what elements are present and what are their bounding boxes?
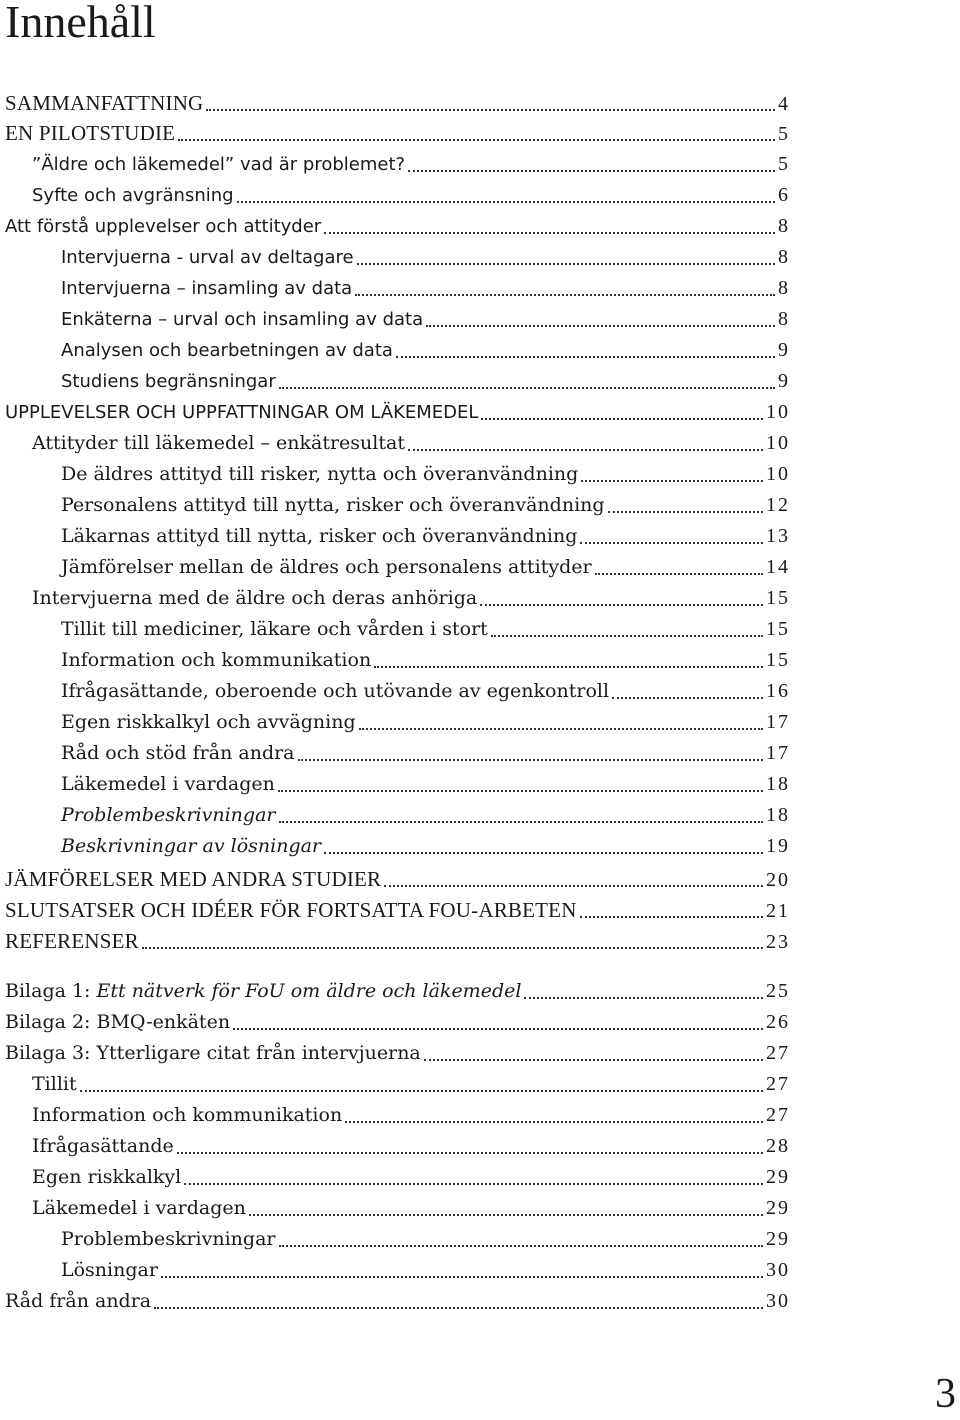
toc-entry-title-prefix: Bilaga 1: <box>5 980 97 1002</box>
toc-dot-leader <box>491 635 763 637</box>
toc-entry[interactable] <box>61 459 790 489</box>
toc-entry-page: 27 <box>766 1104 790 1126</box>
toc-entry-page: 8 <box>778 277 790 299</box>
toc-entry-page: 23 <box>766 931 790 953</box>
toc-entry[interactable] <box>61 273 790 303</box>
toc-entry[interactable] <box>61 552 790 582</box>
toc-entry[interactable] <box>5 926 790 956</box>
toc-entry-page: 17 <box>766 742 790 764</box>
toc-dot-leader <box>279 387 775 389</box>
toc-entry-page: 8 <box>778 215 790 237</box>
toc-entry-title <box>5 976 521 1006</box>
toc-entry-page: 30 <box>766 1290 790 1312</box>
toc-entry-page: 15 <box>766 587 790 609</box>
toc-entry[interactable] <box>32 149 790 179</box>
toc-dot-leader <box>408 449 763 451</box>
toc-entry-title: REFERENSER <box>5 929 139 953</box>
toc-entry-title: Enkäterna – urval och insamling av data <box>61 309 424 330</box>
toc-entry-title: SLUTSATSER OCH IDÉER FÖR FORTSATTA FOU-ARBETEN <box>5 898 577 922</box>
toc-entry[interactable] <box>61 769 790 799</box>
toc-entry-title: ”Äldre och läkemedel” vad är problemet? <box>32 154 406 175</box>
toc-entry-title: SAMMANFATTNING <box>5 91 204 115</box>
toc-dot-leader <box>279 821 764 823</box>
toc-entry-page: 13 <box>766 525 790 547</box>
toc-dot-leader <box>612 697 763 699</box>
toc-entry[interactable] <box>5 1286 790 1316</box>
toc-entry[interactable] <box>61 1255 790 1285</box>
page-number: 3 <box>935 1371 956 1417</box>
toc-entry-page: 17 <box>766 711 790 733</box>
toc-dot-leader <box>384 885 763 887</box>
toc-entry-title: Egen riskkalkyl <box>32 1166 182 1188</box>
toc-entry-title-italic: Ett nätverk för FoU om äldre och läkemedel <box>96 980 522 1002</box>
toc-dot-leader <box>278 790 763 792</box>
toc-dot-leader <box>206 109 775 111</box>
toc-entry[interactable] <box>5 895 790 925</box>
toc-dot-leader <box>298 759 763 761</box>
toc-entry[interactable] <box>32 180 790 210</box>
toc-entry[interactable] <box>32 1100 790 1130</box>
toc-entry-title: Att förstå upplevelser och attityder <box>5 216 322 237</box>
toc-dot-leader <box>424 1059 763 1061</box>
toc-entry[interactable] <box>61 800 790 830</box>
toc-entry-title: Tillit <box>32 1073 77 1095</box>
toc-entry-page: 10 <box>766 401 790 423</box>
toc-entry-page: 14 <box>766 556 790 578</box>
toc-dot-leader <box>345 1121 763 1123</box>
toc-entry-page: 27 <box>766 1042 790 1064</box>
toc-dot-leader <box>237 201 775 203</box>
toc-entry-page: 15 <box>766 618 790 640</box>
toc-entry-title: Bilaga 2: BMQ-enkäten <box>5 1011 231 1033</box>
toc-entry-title: Intervjuerna med de äldre och deras anhöriga <box>32 587 478 609</box>
toc-entry-title: Beskrivningar av lösningar <box>61 835 322 857</box>
toc-dot-leader <box>178 139 775 141</box>
toc-entry[interactable] <box>61 366 790 396</box>
toc-entry[interactable] <box>61 831 790 861</box>
toc-entry-page: 30 <box>766 1259 790 1281</box>
toc-dot-leader <box>608 511 763 513</box>
toc-dot-leader <box>426 325 775 327</box>
toc-entry-page: 15 <box>766 649 790 671</box>
toc-dot-leader <box>249 1214 763 1216</box>
toc-entry[interactable] <box>5 1007 790 1037</box>
toc-entry-page: 20 <box>766 869 790 891</box>
toc-entry-title: Intervjuerna – insamling av data <box>61 278 353 299</box>
toc-dot-leader <box>581 480 763 482</box>
toc-entry-page: 27 <box>766 1073 790 1095</box>
toc-entry-page: 16 <box>766 680 790 702</box>
toc-entry-title: EN PILOTSTUDIE <box>5 121 176 145</box>
toc-entry-page: 12 <box>766 494 790 516</box>
toc-entry-page: 5 <box>778 153 790 175</box>
toc-entry-title: Problembeskrivningar <box>61 1228 276 1250</box>
toc-entry-title: Råd och stöd från andra <box>61 742 295 764</box>
toc-entry-page: 8 <box>778 308 790 330</box>
toc-entry-title: Ifrågasättande <box>32 1135 174 1157</box>
toc-entry-page: 8 <box>778 246 790 268</box>
toc-entry-page: 19 <box>766 835 790 857</box>
toc-dot-leader <box>279 1245 764 1247</box>
toc-dot-leader <box>580 542 763 544</box>
toc-dot-leader <box>595 573 763 575</box>
toc-dot-leader <box>580 916 763 918</box>
toc-entry-page: 29 <box>766 1228 790 1250</box>
toc-entry-page: 29 <box>766 1197 790 1219</box>
toc-dot-leader <box>233 1028 763 1030</box>
toc-entry[interactable] <box>61 1224 790 1254</box>
toc-dot-leader <box>408 170 775 172</box>
toc-entry-page: 10 <box>766 463 790 485</box>
toc-entry[interactable] <box>32 1193 790 1223</box>
toc-entry-title: Problembeskrivningar <box>61 804 276 826</box>
toc-entry[interactable] <box>32 428 790 458</box>
toc-entry[interactable] <box>61 707 790 737</box>
toc-dot-leader <box>324 232 775 234</box>
toc-entry-title: Lösningar <box>61 1259 158 1281</box>
toc-entry-title: Tillit till mediciner, läkare och vården i stort <box>61 618 488 640</box>
toc-entry-title: Bilaga 3: Ytterligare citat från intervjuerna <box>5 1042 421 1064</box>
toc-entry-page: 10 <box>766 432 790 454</box>
toc-entry-page: 4 <box>778 93 790 115</box>
toc-entry-page: 28 <box>766 1135 790 1157</box>
toc-entry[interactable] <box>61 645 790 675</box>
toc-entry-page: 18 <box>766 804 790 826</box>
toc-entry-title: JÄMFÖRELSER MED ANDRA STUDIER <box>5 867 382 891</box>
toc-dot-leader <box>355 294 775 296</box>
toc-dot-leader <box>177 1152 763 1154</box>
toc-entry-page: 6 <box>778 184 790 206</box>
toc-entry[interactable] <box>61 614 790 644</box>
toc-dot-leader <box>524 997 763 999</box>
toc-entry[interactable] <box>5 88 790 118</box>
toc-dot-leader <box>161 1276 763 1278</box>
toc-entry-page: 9 <box>778 370 790 392</box>
toc-entry-title: Läkarnas attityd till nytta, risker och överanvändning <box>61 525 578 547</box>
toc-dot-leader <box>374 666 763 668</box>
page-title: Innehåll <box>5 0 156 47</box>
toc-entry-title: Råd från andra <box>5 1290 152 1312</box>
toc-entry[interactable] <box>5 976 790 1006</box>
toc-dot-leader <box>396 356 775 358</box>
toc-entry-title: Analysen och bearbetningen av data <box>61 340 393 361</box>
toc-entry-title: Attityder till läkemedel – enkätresultat <box>32 432 405 454</box>
toc-entry[interactable] <box>61 304 790 334</box>
toc-dot-leader <box>80 1090 763 1092</box>
toc-entry[interactable] <box>61 676 790 706</box>
toc-entry[interactable] <box>32 1131 790 1161</box>
toc-entry-title: De äldres attityd till risker, nytta och överanvändning <box>61 463 579 485</box>
toc-dot-leader <box>142 947 763 949</box>
toc-entry-title: Ifrågasättande, oberoende och utövande av egenkontroll <box>61 680 610 702</box>
toc-entry-page: 9 <box>778 339 790 361</box>
toc-entry[interactable] <box>61 490 790 520</box>
toc-entry-title: Syfte och avgränsning <box>32 185 234 206</box>
toc-entry[interactable] <box>5 1038 790 1068</box>
toc-entry[interactable] <box>32 1162 790 1192</box>
toc-entry-title: Läkemedel i vardagen <box>32 1197 246 1219</box>
toc-entry-title: Intervjuerna - urval av deltagare <box>61 247 354 268</box>
toc-entry[interactable] <box>5 211 790 241</box>
toc-entry-title: Information och kommunikation <box>32 1104 343 1126</box>
toc-entry-title: Läkemedel i vardagen <box>61 773 275 795</box>
toc-entry-page: 29 <box>766 1166 790 1188</box>
toc-entry-title: Studiens begränsningar <box>61 371 276 392</box>
toc-entry[interactable] <box>32 1069 790 1099</box>
toc-entry[interactable] <box>5 397 790 427</box>
toc-entry-title: Egen riskkalkyl och avvägning <box>61 711 356 733</box>
toc-entry-title: UPPLEVELSER OCH UPPFATTNINGAR OM LÄKEMEDEL <box>5 402 479 423</box>
toc-entry[interactable] <box>61 242 790 272</box>
toc-entry[interactable] <box>32 583 790 613</box>
toc-entry[interactable] <box>5 118 790 148</box>
toc-dot-leader <box>154 1307 763 1309</box>
toc-dot-leader <box>357 263 775 265</box>
toc-entry-page: 26 <box>766 1011 790 1033</box>
toc-entry[interactable] <box>5 864 790 894</box>
toc-dot-leader <box>324 852 763 854</box>
toc-entry[interactable] <box>61 738 790 768</box>
toc-dot-leader <box>359 728 763 730</box>
toc-entry[interactable] <box>61 335 790 365</box>
toc-entry-title: Personalens attityd till nytta, risker och överanvändning <box>61 494 605 516</box>
toc-dot-leader <box>184 1183 763 1185</box>
toc-entry-title: Jämförelser mellan de äldres och personalens attityder <box>61 556 592 578</box>
toc-dot-leader <box>481 418 763 420</box>
toc-entry-page: 25 <box>766 980 790 1002</box>
toc-entry[interactable] <box>61 521 790 551</box>
toc-entry-page: 5 <box>778 123 790 145</box>
toc-entry-title: Information och kommunikation <box>61 649 372 671</box>
toc-dot-leader <box>480 604 763 606</box>
toc-entry-page: 18 <box>766 773 790 795</box>
toc-entry-page: 21 <box>766 900 790 922</box>
